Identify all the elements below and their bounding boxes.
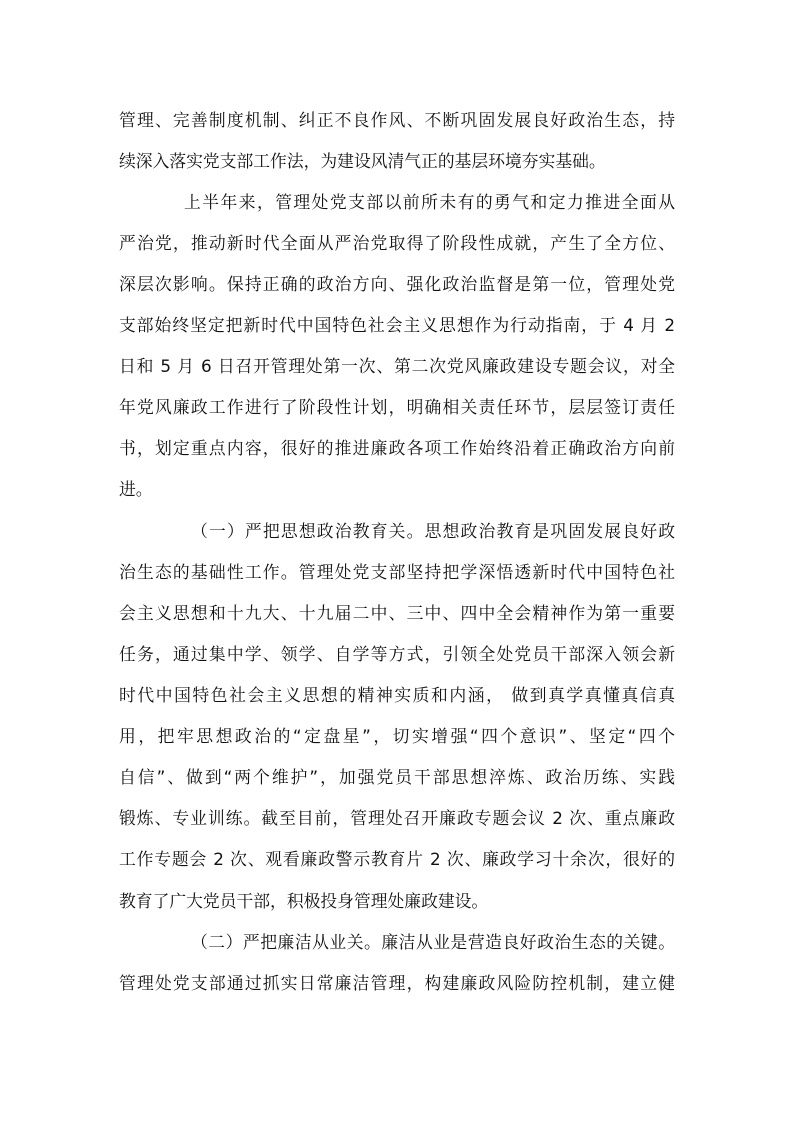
- paragraph-first-line: 上半年来，管理处党支部以前所未有的勇气和定力推进全面从: [184, 192, 675, 212]
- body-text-line: 会主义思想和十九大、十九届二中、三中、四中全会精神作为第一重要: [119, 603, 675, 623]
- body-text-line: 时代中国特色社会主义思想的精神实质和内涵， 做到真学真懂真信真: [119, 685, 675, 705]
- body-text-line: 进。: [119, 479, 153, 499]
- body-text-line: 治生态的基础性工作。管理处党支部坚持把学深悟透新时代中国特色社: [119, 562, 675, 582]
- body-text-line: 日和 5 月 6 日召开管理处第一次、第二次党风廉政建设专题会议，对全: [119, 356, 675, 376]
- body-text-line: 书，划定重点内容，很好的推进廉政各项工作始终沿着正确政治方向前: [119, 438, 675, 458]
- body-text-line: 任务，通过集中学、领学、自学等方式，引领全处党员干部深入领会新: [119, 644, 675, 664]
- section-heading-line: （二）严把廉洁从业关。廉洁从业是营造良好政治生态的关键。: [191, 932, 675, 952]
- body-text-line: 自信”、做到“两个维护”，加强党员干部思想淬炼、政治历练、实践: [119, 767, 675, 787]
- body-text-line: 锻炼、专业训练。截至目前，管理处召开廉政专题会议 2 次、重点廉政: [119, 808, 675, 828]
- body-text-line: 年党风廉政工作进行了阶段性计划，明确相关责任环节，层层签订责任: [119, 397, 675, 417]
- body-text-line: 续深入落实党支部工作法，为建设风清气正的基层环境夯实基础。: [119, 151, 606, 171]
- body-text-line: 管理处党支部通过抓实日常廉洁管理，构建廉政风险防控机制，建立健: [119, 973, 675, 993]
- body-text-line: 用，把牢思想政治的“定盘星”，切实增强“四个意识”、坚定“四个: [119, 726, 675, 746]
- section-heading-line: （一）严把思想政治教育关。思想政治教育是巩固发展良好政: [191, 521, 675, 541]
- body-text-line: 教育了广大党员干部，积极投身管理处廉政建设。: [119, 891, 489, 911]
- body-text-line: 支部始终坚定把新时代中国特色社会主义思想作为行动指南，于 4 月 2: [119, 315, 675, 335]
- body-text-line: 工作专题会 2 次、观看廉政警示教育片 2 次、廉政学习十余次，很好的: [119, 849, 675, 869]
- body-text-line: 管理、完善制度机制、纠正不良作风、不断巩固发展良好政治生态，持: [119, 110, 675, 130]
- body-text-line: 深层次影响。保持正确的政治方向、强化政治监督是第一位，管理处党: [119, 274, 675, 294]
- body-text-line: 严治党，推动新时代全面从严治党取得了阶段性成就，产生了全方位、: [119, 233, 675, 253]
